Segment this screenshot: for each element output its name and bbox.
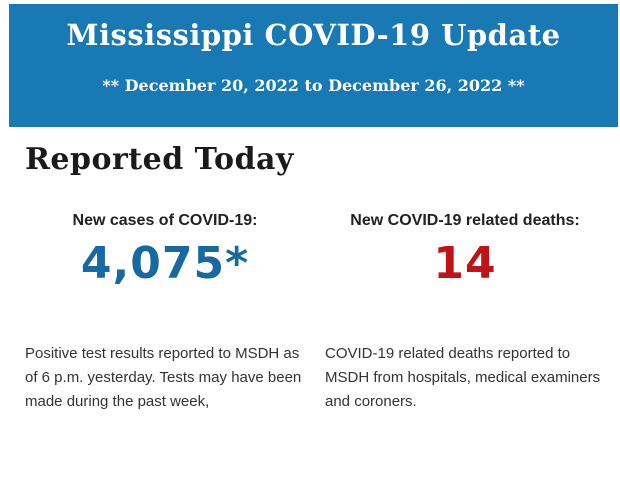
new-deaths-label: New COVID-19 related deaths: (350, 212, 580, 229)
new-cases-value: 4,075* (80, 238, 250, 289)
description-line: and coroners. (325, 393, 417, 410)
page-title: Mississippi COVID-19 Update (66, 18, 561, 52)
new-deaths-description (325, 342, 605, 414)
description-line: made during the past week, (25, 393, 210, 410)
header-banner (9, 4, 618, 127)
new-deaths-value: 14 (433, 238, 497, 289)
metric-new-cases (25, 211, 305, 414)
description-line: COVID-19 related deaths reported to (325, 345, 571, 362)
date-range: ** December 20, 2022 to December 26, 2022 ** (102, 76, 525, 95)
metric-new-deaths (325, 211, 605, 414)
description-line: MSDH from hospitals, medical examiners (325, 369, 601, 386)
description-line: of 6 p.m. yesterday. Tests may have been (25, 369, 302, 386)
new-cases-description (25, 342, 305, 414)
metrics-row (25, 211, 610, 414)
description-line: Positive test results reported to MSDH as (25, 345, 300, 362)
section-title: Reported Today (25, 142, 294, 177)
main-content (0, 141, 620, 414)
covid-update-page (0, 4, 620, 487)
new-cases-label: New cases of COVID-19: (72, 212, 258, 229)
